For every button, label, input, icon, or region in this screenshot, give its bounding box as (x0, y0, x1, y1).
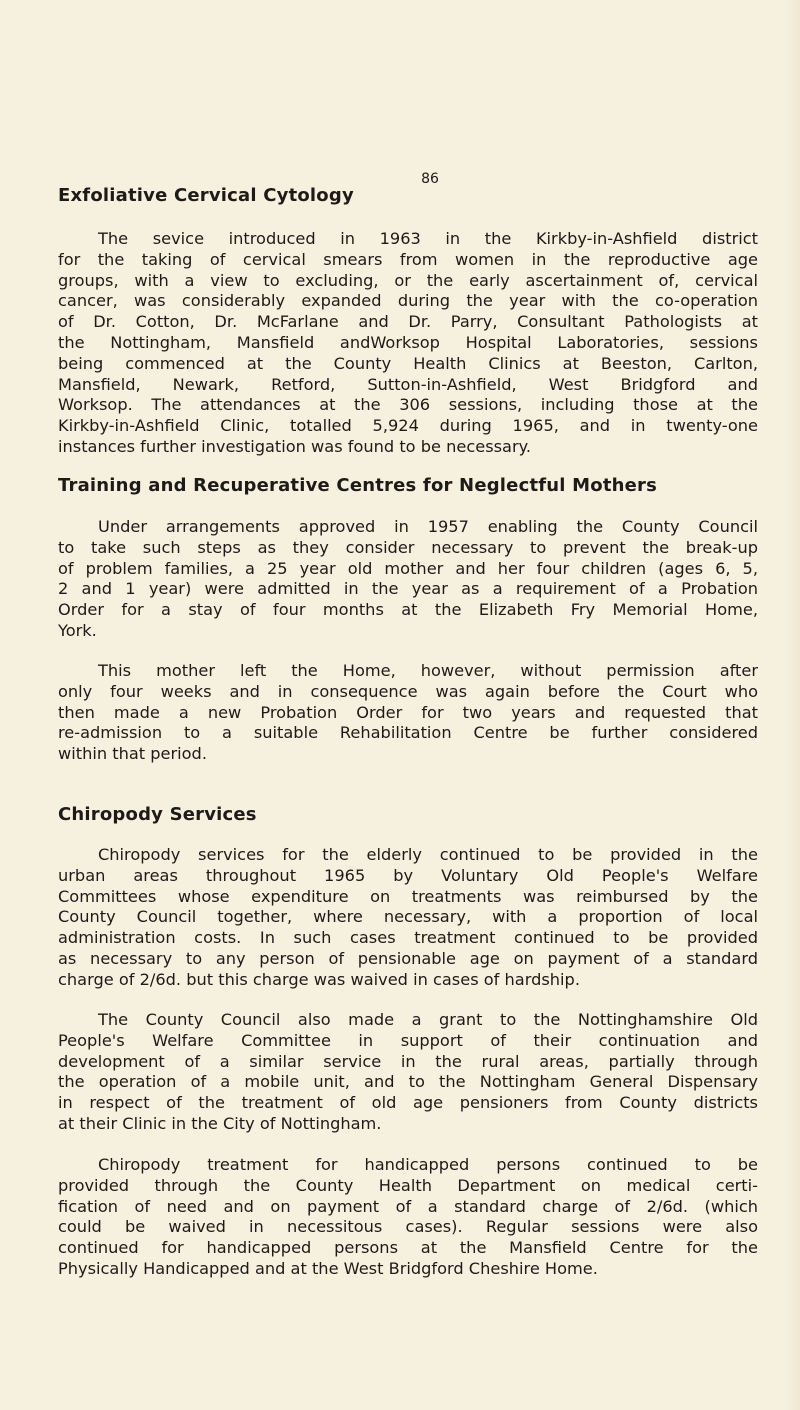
text-line: 2 and 1 year) were admitted in the year as a requirement of a Probation (58, 579, 758, 599)
text-line: instances further investigation was found to be necessary. (58, 436, 532, 456)
page-edge (786, 0, 800, 1410)
text-line: Chiropody treatment for handicapped persons continued to be (98, 1155, 758, 1174)
text-line: fication of need and on payment of a standard charge of 2/6d. (which (58, 1196, 758, 1216)
text-line: County Council together, where necessary, with a proportion of local (58, 907, 758, 927)
text-line: York. (58, 620, 97, 640)
text-line: cancer, was considerably expanded during the year with the co-operation (58, 291, 758, 311)
text-line: Under arrangements approved in 1957 enabling the County Council (98, 517, 758, 536)
text-line: could be waived in necessitous cases). Regular sessions were also (58, 1217, 758, 1237)
text-line: Physically Handicapped and at the West Bridgford Cheshire Home. (58, 1258, 598, 1278)
text-line: for the taking of cervical smears from women in the reproductive age (58, 249, 758, 269)
text-line: The sevice introduced in 1963 in the Kirkby-in-Ashfield district (98, 229, 758, 248)
text-line: Mansfield, Newark, Retford, Sutton-in-Ashfield, West Bridgford and (58, 374, 758, 394)
text-line: of problem families, a 25 year old mother and her four children (ages 6, 5, (58, 558, 758, 578)
paragraph (58, 1155, 758, 1280)
paragraph (58, 661, 758, 765)
paragraph (58, 1010, 758, 1135)
text-line: Kirkby-in-Ashfield Clinic, totalled 5,924 during 1965, and in twenty-one (58, 416, 758, 436)
text-line: charge of 2/6d. but this charge was waived in cases of hardship. (58, 969, 580, 989)
text-line: development of a similar service in the rural areas, partially through (58, 1051, 758, 1071)
heading-chiropody-services: Chiropody Services (58, 804, 257, 825)
text-line: continued for handicapped persons at the Mansfield Centre for the (58, 1238, 758, 1258)
text-line: then made a new Probation Order for two years and requested that (58, 702, 758, 722)
text-line: Worksop. The attendances at the 306 sessions, including those at the (58, 395, 758, 415)
page-number: 86 (421, 171, 439, 187)
text-line: urban areas throughout 1965 by Voluntary Old People's Welfare (58, 865, 758, 885)
text-line: only four weeks and in consequence was again before the Court who (58, 681, 758, 701)
paragraph (58, 517, 758, 642)
text-line: being commenced at the County Health Clinics at Beeston, Carlton, (58, 353, 758, 373)
text-line: groups, with a view to excluding, or the early ascertainment of, cervical (58, 270, 758, 290)
text-line: of Dr. Cotton, Dr. McFarlane and Dr. Parry, Consultant Pathologists at (58, 312, 758, 332)
text-line: at their Clinic in the City of Nottingham. (58, 1113, 382, 1133)
text-line: within that period. (58, 744, 207, 764)
heading-training-centres: Training and Recuperative Centres for Neglectful Mothers (58, 475, 658, 496)
text-line: the Nottingham, Mansfield andWorksop Hospital Laboratories, sessions (58, 332, 758, 352)
text-line: administration costs. In such cases treatment continued to be provided (58, 928, 758, 948)
text-line: Order for a stay of four months at the Elizabeth Fry Memorial Home, (58, 600, 758, 620)
paragraph (58, 845, 758, 991)
text-line: The County Council also made a grant to the Nottinghamshire Old (98, 1010, 758, 1029)
text-line: the operation of a mobile unit, and to the Nottingham General Dispensary (58, 1072, 758, 1092)
text-line: re-admission to a suitable Rehabilitation Centre be further considered (58, 723, 758, 743)
text-line: provided through the County Health Department on medical certi- (58, 1175, 758, 1195)
text-line: People's Welfare Committee in support of their continuation and (58, 1030, 758, 1050)
text-line: This mother left the Home, however, without permission after (98, 661, 758, 680)
text-line: to take such steps as they consider necessary to prevent the break-up (58, 537, 758, 557)
heading-cervical-cytology: Exfoliative Cervical Cytology (58, 185, 354, 206)
text-line: in respect of the treatment of old age pensioners from County districts (58, 1093, 758, 1113)
paragraph (58, 229, 758, 458)
text-line: Committees whose expenditure on treatments was reimbursed by the (58, 886, 758, 906)
text-line: as necessary to any person of pensionable age on payment of a standard (58, 948, 758, 968)
text-line: Chiropody services for the elderly continued to be provided in the (98, 845, 758, 864)
